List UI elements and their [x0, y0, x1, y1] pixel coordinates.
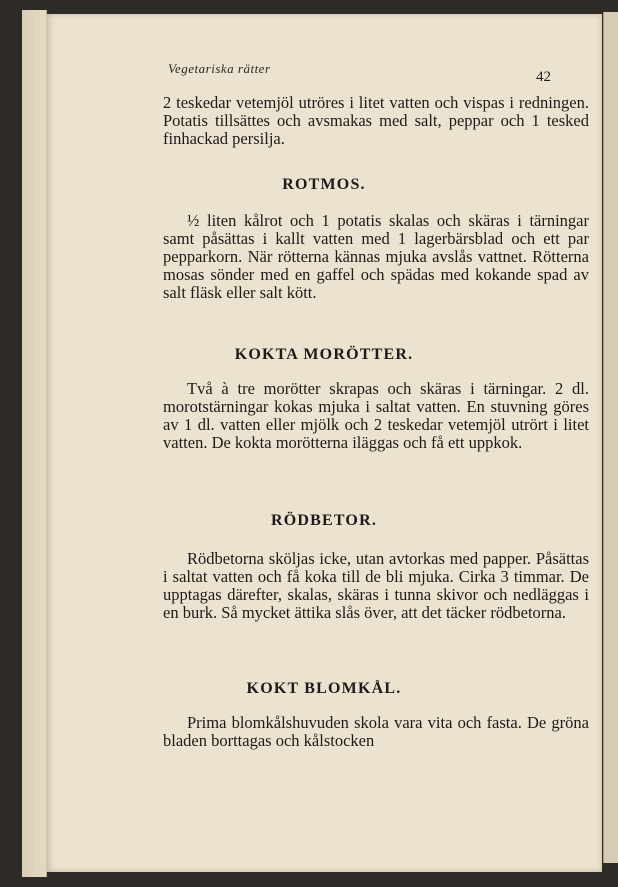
section-text-kokt-blomkal: Prima blomkålshuvuden skola vara vita och fasta. De gröna bladen borttagas och kålstocken	[163, 713, 589, 750]
section-text-rotmos: ½ liten kålrot och 1 potatis skalas och skäras i tärningar samt påsättas i kallt vatten med 1 lagerbärsblad och ett par pepparkorn. När rötterna kännas mjuka avslås vattnet. Rötterna mosas sönder med en gaffel och spädas med kokande spad av salt fläsk eller salt kött.	[163, 211, 589, 302]
section-heading-rodbetor: RÖDBETOR.	[270, 512, 378, 529]
section-heading-rotmos: ROTMOS.	[282, 176, 366, 193]
section-heading-kokta-morotter: KOKTA MORÖTTER.	[234, 346, 414, 363]
page-number: 42	[536, 69, 551, 85]
book-page	[46, 14, 602, 872]
section-heading-kokt-blomkal: KOKT BLOMKÅL.	[246, 680, 402, 697]
section-text-kokta-morotter: Två à tre morötter skrapas och skäras i tärningar. 2 dl. morotstärningar kokas mjuka i saltat vatten. En stuvning göres av 1 dl. vatten eller mjölk och 2 teskedar vetemjöl utrört i litet vatten. De kokta morötterna iläggas och få ett uppkok.	[163, 379, 589, 452]
facing-page-edge	[603, 12, 618, 863]
running-head: Vegetariska rätter	[168, 61, 271, 76]
section-text-rodbetor: Rödbetorna sköljas icke, utan avtorkas med papper. Påsättas i saltat vatten och få koka till de bli mjuka. Cirka 3 timmar. De upptagas därefter, skalas, skäras i tunna skivor och nedläggas i en burk. Så mycket ättika slås över, att det täcker rödbetorna.	[163, 549, 589, 622]
intro-paragraph: 2 teskedar vetemjöl utröres i litet vatten och vispas i redningen. Potatis tillsättes och avsmakas med salt, peppar och 1 tesked finhackad persilja.	[163, 93, 589, 148]
